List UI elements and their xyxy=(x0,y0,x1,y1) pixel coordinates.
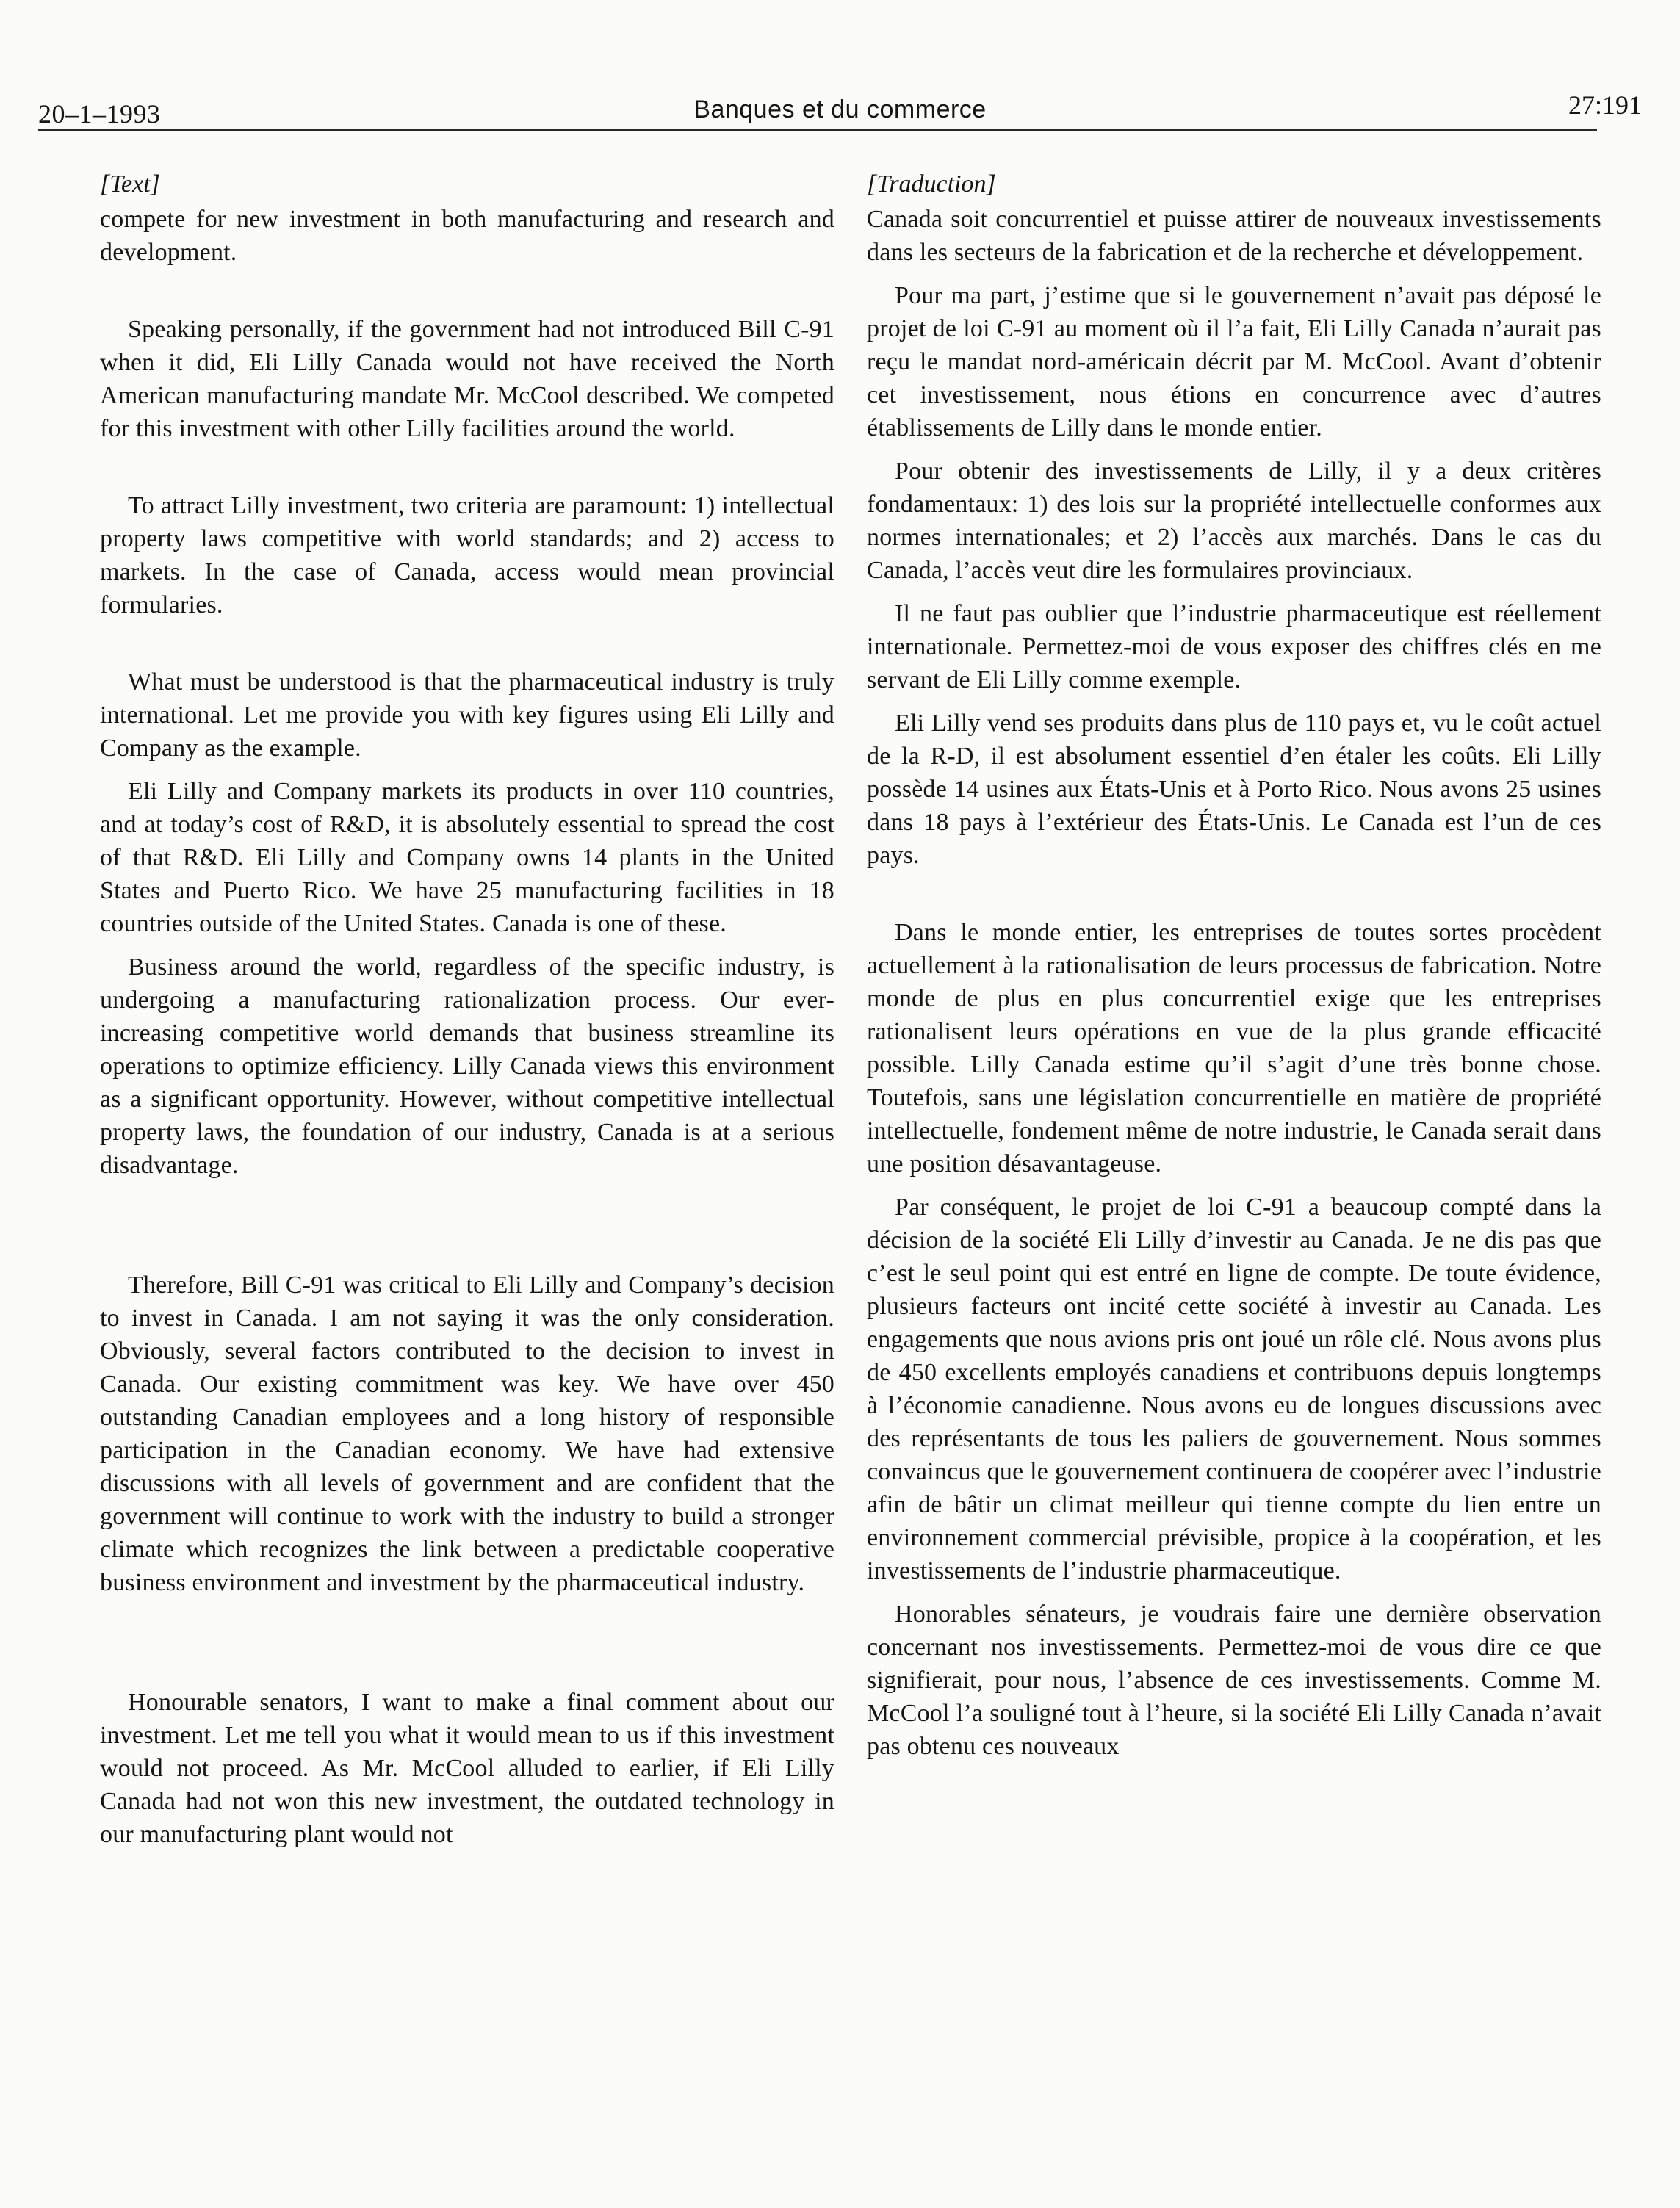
paragraph: Business around the world, regardless of the specific industry, is undergoing a manufacturing rationalization process. Our ever-increasing competitive world demands that business streamline its operations to optimize efficiency. Lilly Canada views this environment as a significant opportunity. However, without competitive intellectual property laws, the foundation of our industry, Canada is at a serious disadvantage. xyxy=(100,953,834,1179)
paragraph: Canada soit concurrentiel et puisse attirer de nouveaux investissements dans les secteurs de la fabrication et de la recherche et développement. xyxy=(867,206,1601,266)
page-header xyxy=(38,88,1642,132)
english-column xyxy=(100,170,834,1851)
paragraph: Speaking personally, if the government had not introduced Bill C-91 when it did, Eli Lilly Canada would not have received the North American manufacturing mandate Mr. McCool described. We competed for this investment with other Lilly facilities around the world. xyxy=(100,316,834,442)
header-date: 20–1–1993 xyxy=(38,99,161,129)
paragraph: Il ne faut pas oublier que l’industrie pharmaceutique est réellement internationale. Permettez-moi de vous exposer des chiffres clés en me servant de Eli Lilly comme exemple. xyxy=(867,600,1601,693)
paragraph: Eli Lilly vend ses produits dans plus de 110 pays et, vu le coût actuel de la R-D, il est absolument essentiel d’en étaler les coûts. Eli Lilly possède 14 usines aux États-Unis et à Porto Rico. Nous avons 25 usines dans 18 pays à l’extérieur des États-Unis. Le Canada est l’un de ces pays. xyxy=(867,710,1601,869)
paragraph: Pour obtenir des investissements de Lilly, il y a deux critères fondamentaux: 1) des lois sur la propriété intellectuelle conformes aux normes internationales; et 2) l’accès aux marchés. Dans le cas du Canada, l’accès veut dire les formulaires provinciaux. xyxy=(867,458,1601,584)
header-page-number: 27:191 xyxy=(1568,90,1642,120)
paragraph: Therefore, Bill C-91 was critical to Eli Lilly and Company’s decision to invest in Canada. I am not saying it was the only consideration. Obviously, several factors contributed to the decision to invest in Canada. Our existing commitment was key. We have over 450 outstanding Canadian employees and a long history of responsible participation in the Canadian economy. We have had extensive discussions with all levels of government and are confident that the government will continue to work with the industry to build a stronger climate which recognizes the link between a predictable cooperative business environment and investment by the pharmaceutical industry. xyxy=(100,1271,834,1596)
paragraph: Pour ma part, j’estime que si le gouvernement n’avait pas déposé le projet de loi C-91 au moment où il l’a fait, Eli Lilly Canada n’aurait pas reçu le mandat nord-américain décrit par M. McCool. Avant d’obtenir cet investissement, nous étions en concurrence avec d’autres établissements de Lilly dans le monde entier. xyxy=(867,282,1601,441)
paragraph: Eli Lilly and Company markets its products in over 110 countries, and at today’s cost of R&D, it is absolutely essential to spread the cost of that R&D. Eli Lilly and Company owns 14 plants in the United States and Puerto Rico. We have 25 manufacturing facilities in 18 countries outside of the United States. Canada is one of these. xyxy=(100,778,834,937)
french-column xyxy=(867,170,1601,1763)
paragraph: Par conséquent, le projet de loi C-91 a beaucoup compté dans la décision de la société Eli Lilly d’investir au Canada. Je ne dis pas que c’est le seul point qui est entré en ligne de compte. De toute évidence, plusieurs facteurs ont incité cette société à investir au Canada. Les engagements que nous avions pris ont joué un rôle clé. Nous avons plus de 450 excellents employés canadiens et contribuons depuis longtemps à l’économie canadienne. Nous avons eu de longues discussions avec des représentants de tous les paliers de gouvernement. Nous sommes convaincus que le gouvernement continuera de coopérer avec l’industrie afin de bâtir un climat meilleur qui tienne compte du lien entre un environnement commercial prévisible, propice à la coopération, et les investissements de l’industrie pharmaceutique. xyxy=(867,1194,1601,1584)
paragraph: Dans le monde entier, les entreprises de toutes sortes procèdent actuellement à la rationalisation de leurs processus de fabrication. Notre monde de plus en plus concurrentiel exige que les entreprises rationalisent leurs opérations en vue de la plus grande efficacité possible. Lilly Canada estime qu’il s’agit d’une très bonne chose. Toutefois, sans une législation concurrentielle en matière de propriété intellectuelle, fondement même de notre industrie, le Canada serait dans une position désavantageuse. xyxy=(867,919,1601,1177)
paragraph: Honourable senators, I want to make a final comment about our investment. Let me tell you what it would mean to us if this investment would not proceed. As Mr. McCool alluded to earlier, if Eli Lilly Canada had not won this new investment, the outdated technology in our manufacturing plant would not xyxy=(100,1689,834,1848)
english-column-label: [Text] xyxy=(100,170,160,198)
paragraph: Honorables sénateurs, je voudrais faire une dernière observation concernant nos investissements. Permettez-moi de vous dire ce que signifierait, pour nous, l’absence de ces investissements. Comme M. McCool l’a souligné tout à l’heure, si la société Eli Lilly Canada n’avait pas obtenu ces nouveaux xyxy=(867,1601,1601,1760)
header-rule xyxy=(38,129,1597,131)
header-title: Banques et du commerce xyxy=(693,95,987,123)
french-column-label: [Traduction] xyxy=(867,170,996,198)
paragraph: compete for new investment in both manufacturing and research and development. xyxy=(100,206,834,266)
paragraph: What must be understood is that the pharmaceutical industry is truly international. Let me provide you with key figures using Eli Lilly and Company as the example. xyxy=(100,668,834,762)
paragraph: To attract Lilly investment, two criteria are paramount: 1) intellectual property laws competitive with world standards; and 2) access to markets. In the case of Canada, access would mean provincial formularies. xyxy=(100,492,834,618)
